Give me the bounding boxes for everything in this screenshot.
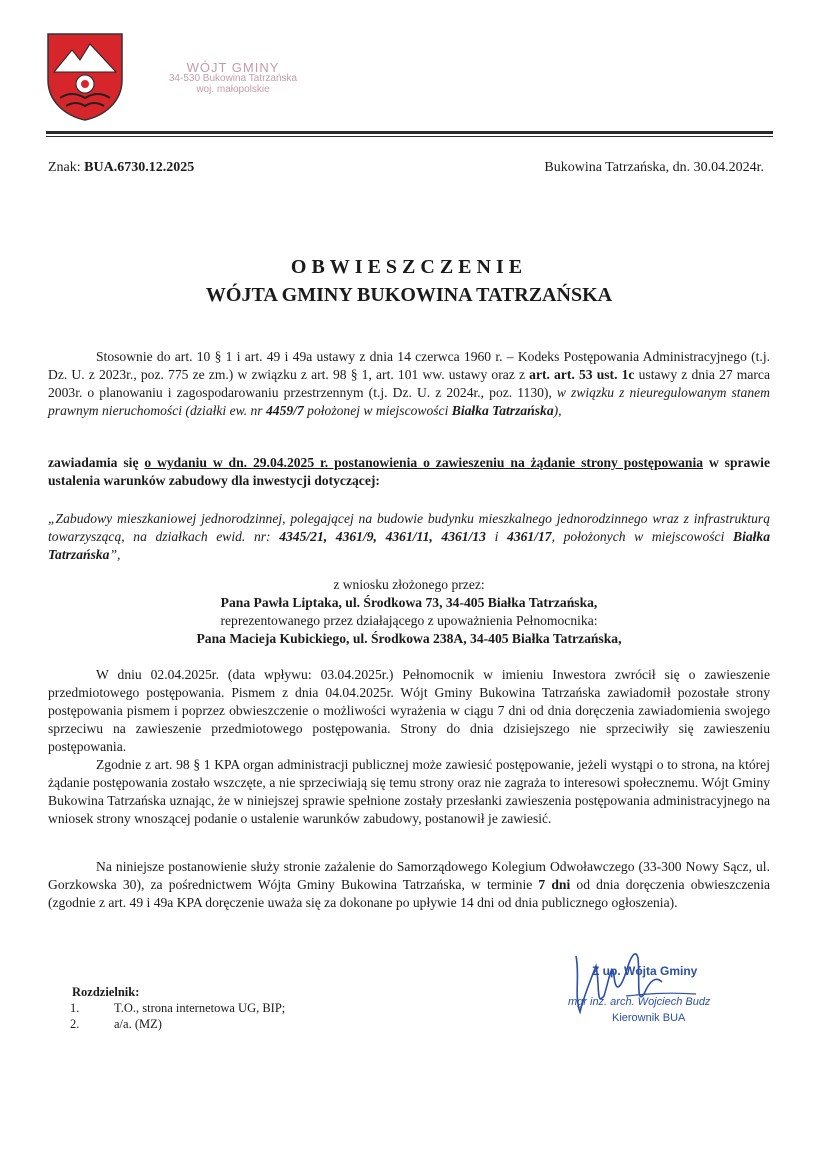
background-paragraph: W dniu 02.04.2025r. (data wpływu: 03.04.2025r.) Pełnomocnik w imieniu Inwestora zwrócił się o zawieszenie przedmiotowego postępowania. Pismem z dnia 04.04.2025r. Wójt Gminy Bukowina Tatrzańska zawiadomił pozostałe strony postępowania pismem i poprzez obwieszczenie o możliwości wyrażenia w ciągu 7 dni od dnia doręczenia zawiadomienia swojego sprzeciwu na zawieszenie przedmiotowego postępowania. Strony do dnia dzisiejszego nie sprzeciwiły się zawieszeniu postępowania.: [48, 667, 770, 754]
list-item: [70, 1016, 285, 1032]
document-title: OBWIESZCZENIE: [290, 256, 528, 278]
p1-text-a: Stosownie do art. 10 § 1 i art. 49 i 49a ustawy z dnia 14 czerwca 1960 r. – Kodeks Postępowania Administracyjnego (t.j. Dz. U. z 2023r., poz. 775 ze zm.) w związku z art. 98 § 1, art. 101 ww. ustawy oraz z: [48, 349, 770, 382]
appeal-paragraph: [48, 858, 770, 912]
p2-text-a: zawiadamia się: [48, 455, 145, 470]
p2-text-c: w sprawie ustalenia warunków zabudowy dla inwestycji dotyczącej:: [48, 455, 770, 488]
representative-intro: reprezentowanego przez działającego z upoważnienia Pełnomocnika:: [220, 613, 598, 628]
p1-text-b: art. art. 53 ust. 1c: [529, 367, 635, 382]
p1-text-f: położonej w miejscowości: [303, 403, 452, 418]
p1-text-h: ),: [553, 403, 562, 418]
place-and-date: Bukowina Tatrzańska, dn. 30.04.2024r.: [544, 160, 764, 175]
signature-line-1: Z up. Wójta Gminy: [592, 964, 698, 978]
p6-text-a: Na niniejsze postanowienie służy stronie zażalenie do Samorządowego Kolegium Odwoławczego (33-300 Nowy Sącz, ul. Gorzkowska 30), za pośrednictwem Wójta Gminy Bukowina Tatrzańska, w terminie: [48, 859, 770, 892]
distribution-list: [72, 984, 285, 1032]
list-item-text: a/a. (MZ): [114, 1017, 162, 1031]
stamp-line-1: WÓJT GMINY: [186, 60, 280, 75]
header-rule-thin: [46, 136, 773, 137]
p6-text-c: od dnia doręczenia obwieszczenia (zgodnie z art. 49 i 49a KPA doręczenie uważa się za dokonane po upływie 14 dni od dnia publicznego ogłoszenia).: [48, 877, 771, 910]
p3-text-g: ”,: [109, 547, 121, 562]
list-item-number: 2.: [70, 1017, 80, 1031]
list-item-text: T.O., strona internetowa UG, BIP;: [114, 1001, 286, 1015]
p3-text-a: „Zabudowy mieszkaniowej jednorodzinnej, polegającej na budowie budynku mieszkalnego jednorodzinnego wraz z infrastrukturą towarzyszącą, na działkach ewid. nr:: [48, 511, 770, 544]
signature-line-2: mgr inż. arch. Wojciech Budz: [568, 996, 711, 1008]
legal-basis-paragraph: [48, 348, 770, 420]
distribution-heading: Rozdzielnik:: [72, 985, 140, 999]
stamp-line-3: woj. małopolskie: [196, 84, 270, 95]
investment-description: [48, 510, 770, 564]
reference-label: Znak:: [48, 160, 81, 175]
stamp-line-2: 34-530 Bukowina Tatrzańska: [168, 73, 298, 84]
signature-line-3: Kierownik BUA: [612, 1012, 686, 1024]
applicant-name: Pana Pawła Liptaka, ul. Środkowa 73, 34-405 Białka Tatrzańska,: [220, 595, 598, 610]
signature-block: [566, 936, 766, 1036]
p3-locality: Białka Tatrzańska: [48, 529, 771, 562]
list-item: [70, 1000, 285, 1016]
p3-parcel-last: 4361/17: [507, 529, 552, 544]
p3-parcels: 4345/21, 4361/9, 4361/11, 4361/13: [279, 529, 486, 544]
applicant-intro: z wniosku złożonego przez:: [333, 577, 485, 592]
p3-text-c: i: [485, 529, 508, 544]
justification-paragraph: Zgodnie z art. 98 § 1 KPA organ administracji publicznej może zawiesić postępowanie, jeżeli wystąpi o to strona, na której żądanie postępowania zostało wszczęte, a nie sprzeciwiają się temu strony oraz nie zagraża to interesowi społecznemu. Wójt Gminy Bukowina Tatrzańska uznając, że w niniejszej sprawie spełnione zostały przesłanki zawieszenia postępowania administracyjnego na wniosek strony wnoszącej podanie o ustalenie warunków zabudowy, postanowił je zawiesić.: [48, 757, 770, 826]
office-stamp: [148, 62, 318, 95]
reference-number: [48, 160, 194, 176]
p2-text-b: o wydaniu w dn. 29.04.2025 r. postanowienia o zawieszeniu na żądanie strony postępowania: [144, 455, 704, 470]
notice-paragraph: [48, 454, 770, 490]
p1-text-c: ustawy z dnia 27 marca 2003r. o planowaniu i zagospodarowaniu przestrzennym (t.j. Dz. U. z 2024r., poz. 1130),: [48, 367, 770, 400]
coat-of-arms-logo: [46, 32, 124, 122]
document-subtitle: WÓJTA GMINY BUKOWINA TATRZAŃSKA: [205, 284, 613, 306]
list-item-number: 1.: [70, 1001, 80, 1015]
p1-text-d: w związku z nieuregulowanym stanem prawnym nieruchomości (działki ew. nr: [48, 385, 770, 418]
reference-value: BUA.6730.12.2025: [84, 160, 195, 175]
p3-text-e: , położonych w miejscowości: [551, 529, 733, 544]
p6-deadline: 7 dni: [538, 877, 571, 892]
p1-parcel: 4459/7: [265, 403, 304, 418]
header-rule: [46, 131, 773, 134]
p1-locality: Białka Tatrzańska: [451, 403, 554, 418]
representative-name: Pana Macieja Kubickiego, ul. Środkowa 238A, 34-405 Białka Tatrzańska,: [196, 631, 622, 646]
